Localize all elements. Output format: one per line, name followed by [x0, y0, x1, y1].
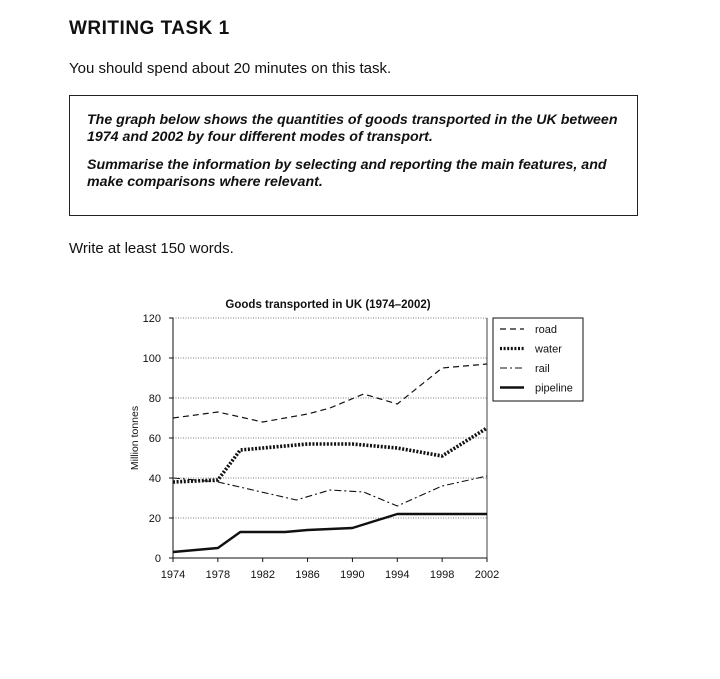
legend-label-rail: rail: [535, 363, 550, 375]
x-tick-label: 1982: [250, 569, 275, 581]
y-tick-label: 120: [142, 313, 161, 325]
time-instruction: You should spend about 20 minutes on this task.: [69, 60, 392, 77]
y-tick-label: 60: [148, 433, 161, 445]
y-axis-label: Million tonnes: [129, 405, 141, 471]
word-count-instruction: Write at least 150 words.: [69, 240, 234, 257]
y-tick-label: 80: [148, 393, 161, 405]
y-tick-label: 0: [154, 553, 161, 565]
series-line-pipeline: [173, 514, 487, 552]
x-tick-label: 2002: [474, 569, 500, 581]
series-line-rail: [173, 476, 487, 506]
x-tick-label: 1990: [340, 569, 365, 581]
x-tick-label: 1986: [295, 569, 320, 581]
x-tick-label: 1974: [160, 569, 186, 581]
chart-title: Goods transported in UK (1974–2002): [225, 299, 431, 311]
task-description: The graph below shows the quantities of goods transported in the UK between 1974 and 2002 by four different modes of transport.: [87, 112, 618, 145]
x-tick-label: 1998: [429, 569, 455, 581]
legend-label-road: road: [535, 324, 558, 336]
series-line-road: [173, 364, 487, 422]
x-tick-label: 1978: [205, 569, 231, 581]
task-directive: Summarise the information by selecting and reporting the main features, and make comparisons where relevant.: [87, 157, 607, 190]
legend-label-water: water: [535, 343, 562, 356]
y-tick-label: 40: [148, 473, 161, 485]
series-line-water: [173, 428, 487, 482]
task-heading: WRITING TASK 1: [69, 18, 230, 39]
y-tick-label: 20: [148, 513, 161, 525]
x-tick-label: 1994: [385, 569, 410, 581]
y-tick-label: 100: [142, 353, 161, 365]
legend-label-pipeline: pipeline: [535, 382, 573, 395]
